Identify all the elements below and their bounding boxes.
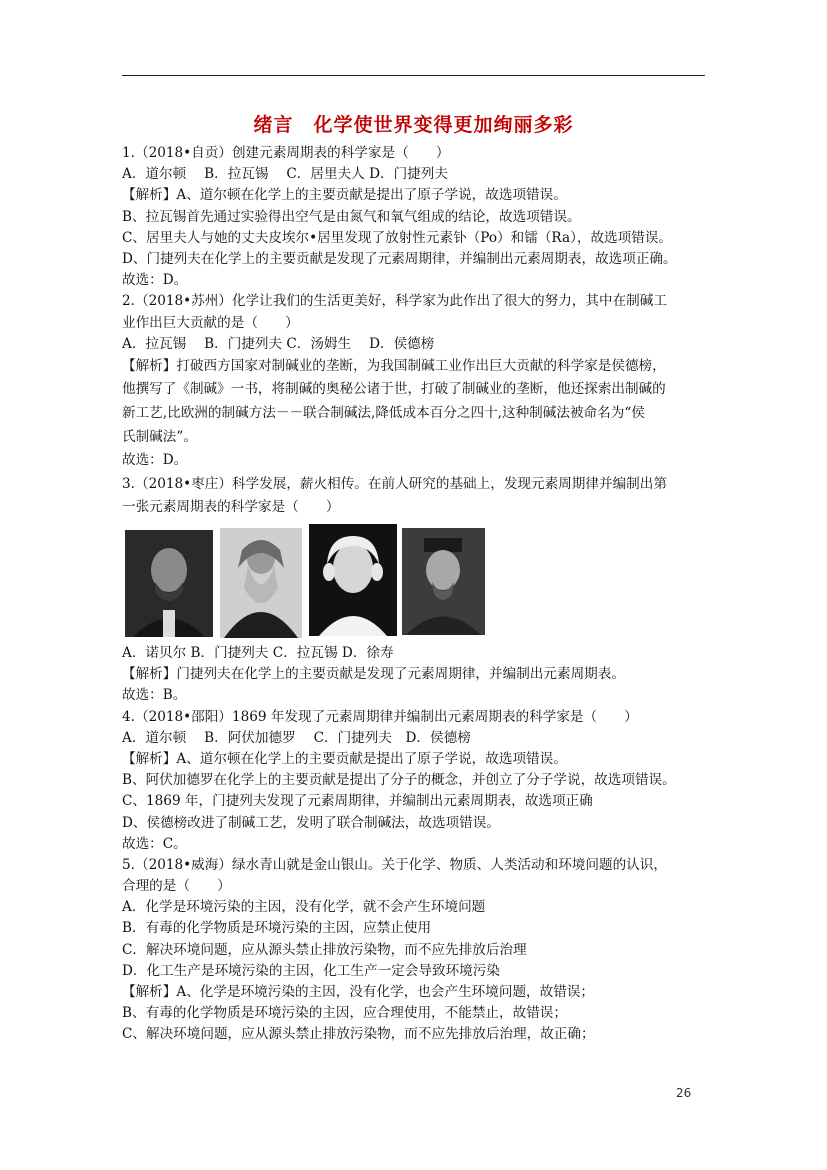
text-block [122, 643, 708, 1046]
text-line: D、门捷列夫在化学上的主要贡献是发现了元素周期律，并编制出元素周期表，故选项正确。 [122, 250, 677, 267]
text-line: A．道尔顿 B．阿伏加德罗 C．门捷列夫 D．侯德榜 [122, 729, 471, 746]
text-line: D、侯德榜改进了制碱工艺，发明了联合制碱法，故选项错误。 [122, 814, 500, 831]
text-line: C．解决环境问题，应从源头禁止排放污染物，而不应先排放后治理 [122, 941, 527, 958]
text-line: C、解决环境问题，应从源头禁止排放污染物，而不应先排放后治理，故正确； [122, 1026, 595, 1043]
nobel-portrait [125, 530, 213, 637]
page-title: 绪言 化学使世界变得更加绚丽多彩 [253, 114, 574, 136]
text-line: 合理的是（ ） [122, 878, 231, 895]
text-line: 氏制碱法”。 [122, 428, 197, 445]
text-line: 5.（2018•威海）绿水青山就是金山银山。关于化学、物质、人类活动和环境问题的认识， [122, 856, 667, 873]
scientist-photos [122, 524, 708, 641]
mendeleev-portrait [220, 528, 302, 638]
text-line: A．拉瓦锡 B．门捷列夫 C．汤姆生 D．侯德榜 [122, 335, 435, 352]
text-line: B．有毒的化学物质是环境污染的主因，应禁止使用 [122, 920, 432, 937]
text-line: A．诺贝尔 B．门捷列夫 C．拉瓦锡 D．徐寿 [122, 645, 394, 662]
text-line: 故选：D。 [122, 452, 188, 469]
document-body [122, 143, 708, 1046]
text-line: B、阿伏加德罗在化学上的主要贡献是提出了分子的概念，并创立了分子学说，故选项错误。 [122, 772, 676, 789]
text-line: D．化工生产是环境污染的主因，化工生产一定会导致环境污染 [122, 962, 500, 979]
text-line: 一张元素周期表的科学家是（ ） [122, 499, 340, 516]
text-line: A．化学是环境污染的主因，没有化学，就不会产生环境问题 [122, 899, 486, 916]
text-line: 【解析】门捷列夫在化学上的主要贡献是发现了元素周期律，并编制出元素周期表。 [122, 666, 625, 683]
text-line: 【解析】A、道尔顿在化学上的主要贡献是提出了原子学说，故选项错误。 [122, 750, 567, 767]
text-line: B、有毒的化学物质是环境污染的主因，应合理使用，不能禁止，故错误； [122, 1005, 567, 1022]
text-line: 4.（2018•邵阳）1869 年发现了元素周期律并编制出元素周期表的科学家是（ ） [122, 708, 638, 725]
text-line: 1.（2018•自贡）创建元素周期表的科学家是（ ） [122, 145, 450, 161]
text-block [122, 449, 708, 520]
text-line: C、1869 年，门捷列夫发现了元素周期律，并编制出元素周期表，故选项正确 [122, 793, 593, 810]
text-line: 新工艺,比欧洲的制碱方法－－联合制碱法,降低成本百分之四十,这种制碱法被命名为“侯 [122, 405, 645, 422]
text-line: 2.（2018•苏州）化学让我们的生活更美好，科学家为此作出了很大的努力，其中在制碱工 [122, 293, 667, 310]
header-rule [122, 75, 705, 76]
text-line: 【解析】打破西方国家对制碱业的垄断，为我国制碱工业作出巨大贡献的科学家是侯德榜， [122, 357, 666, 374]
xu-shou-portrait [402, 528, 485, 635]
text-line: A．道尔顿 B．拉瓦锡 C．居里夫人 D．门捷列夫 [122, 166, 448, 183]
text-line: B、拉瓦锡首先通过实验得出空气是由氮气和氧气组成的结论，故选项错误。 [122, 208, 581, 225]
text-line: 故选：C。 [122, 835, 187, 852]
text-line: 【解析】A、道尔顿在化学上的主要贡献是提出了原子学说，故选项错误。 [122, 187, 567, 204]
text-line: C、居里夫人与她的丈夫皮埃尔•居里发现了放射性元素钋（Po）和镭（Ra），故选项错误。 [122, 229, 673, 246]
text-line: 3.（2018•枣庄）科学发展，薪火相传。在前人研究的基础上，发现元素周期律并编制出第 [122, 475, 667, 492]
text-line: 故选：D。 [122, 272, 188, 289]
text-line: 【解析】A、化学是环境污染的主因，没有化学，也会产生环境问题，故错误； [122, 984, 595, 1001]
text-line: 业作出巨大贡献的是（ ） [122, 314, 299, 331]
text-block [122, 355, 708, 449]
page-number: 26 [676, 1086, 692, 1100]
text-line: 他撰写了《制碱》一书，将制碱的奥秘公诸于世，打破了制碱业的垄断，他还探索出制碱的 [122, 381, 666, 398]
text-line: 故选：B。 [122, 687, 187, 704]
lavoisier-portrait [309, 524, 397, 636]
text-block [122, 143, 708, 355]
